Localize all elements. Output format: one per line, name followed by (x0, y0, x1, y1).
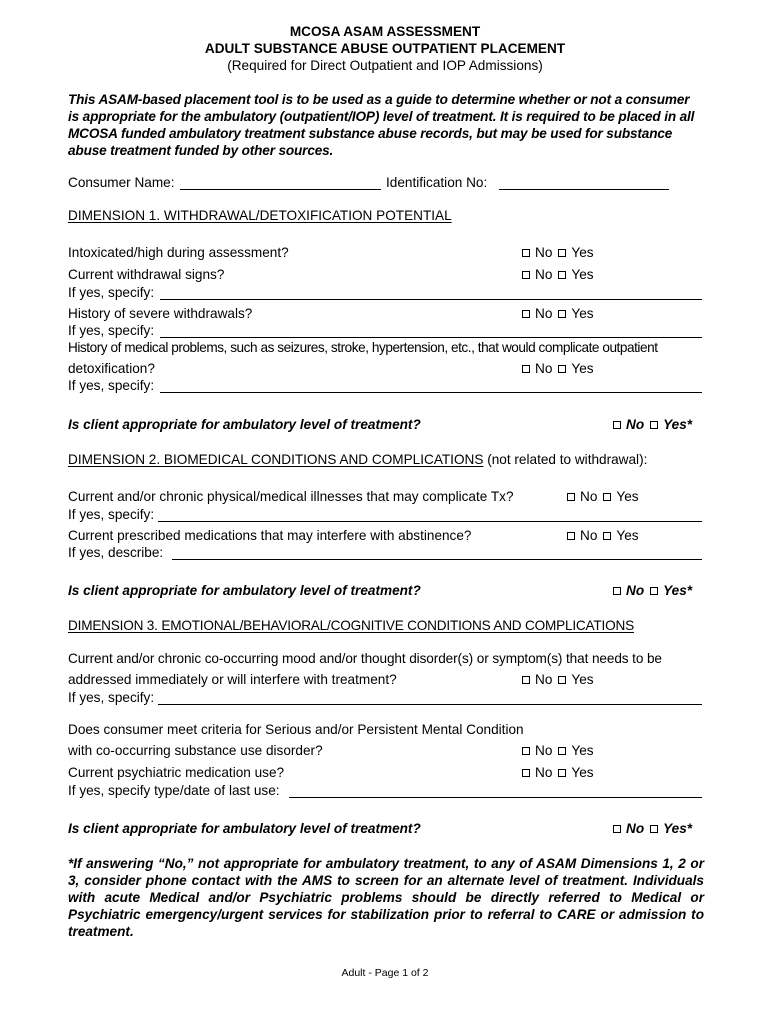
d1-q2-no-checkbox[interactable] (522, 271, 530, 279)
form-title-2: ADULT SUBSTANCE ABUSE OUTPATIENT PLACEMENT (204, 41, 566, 56)
d3-q2-label-2: with co-occurring substance use disorder? (68, 743, 323, 758)
d3-appropriate-options (613, 821, 692, 837)
intro-paragraph: This ASAM-based placement tool is to be used as a guide to determine whether or not a consumer is appropriate for the ambulatory (outpatient/IOP) level of treatment. It is required to be placed in all MCOSA funded ambulatory treatment substance abuse records, but may be used for substance abuse treatment funded by other sources. (68, 92, 695, 158)
d3-q2-no-checkbox[interactable] (522, 747, 530, 755)
no-label: No (535, 765, 553, 780)
d1-q3-no-checkbox[interactable] (522, 310, 530, 318)
yes-label: Yes (571, 245, 594, 260)
yes-label: Yes (616, 489, 639, 504)
dimension-2-heading-row (68, 452, 647, 468)
no-label: No (626, 417, 645, 432)
d1-appropriate-options (613, 417, 692, 433)
no-label: No (535, 672, 553, 687)
d1-q2-label: Current withdrawal signs? (68, 267, 225, 282)
no-label: No (535, 245, 553, 260)
d1-q1-options (522, 245, 594, 261)
d2-appropriate-yes-checkbox[interactable] (650, 587, 658, 595)
no-label: No (580, 528, 598, 543)
d3-q2-options (522, 743, 594, 759)
yes-label: Yes (571, 765, 594, 780)
yes-label: Yes (571, 361, 594, 376)
d1-q2-options (522, 267, 594, 283)
yes-label: Yes (571, 672, 594, 687)
no-label: No (626, 583, 645, 598)
yes-star-label: Yes* (663, 583, 693, 598)
d2-q2-options (567, 528, 639, 544)
d2-q2-describe-field[interactable] (172, 559, 702, 560)
d1-q4-yes-checkbox[interactable] (558, 365, 566, 373)
d1-q4-specify-label: If yes, specify: (68, 378, 155, 393)
dimension-3-heading: DIMENSION 3. EMOTIONAL/BEHAVIORAL/COGNITIVE CONDITIONS AND COMPLICATIONS (68, 618, 634, 633)
yes-label: Yes (571, 743, 594, 758)
d1-appropriate-no-checkbox[interactable] (613, 421, 621, 429)
d3-q1-specify-label: If yes, specify: (68, 690, 155, 705)
d3-q1-label-2: addressed immediately or will interfere with treatment? (68, 672, 397, 687)
d3-q1-options (522, 672, 594, 688)
d3-q1-no-checkbox[interactable] (522, 676, 530, 684)
footnote-paragraph: *If answering “No,” not appropriate for ambulatory treatment, to any of ASAM Dimensions 1, 2 or 3, consider phone contact with the AMS to screen for an alternate level of treatment. Individuals with acute Medical and/or Psychiatric problems should be directly referred to Medical or Psychiatric emergency/urgent services for stabilization prior to referral to CARE or admission to treatment. (68, 856, 704, 939)
d1-q1-label: Intoxicated/high during assessment? (68, 245, 289, 260)
d1-q4-specify-field[interactable] (160, 392, 702, 393)
page-number: Adult - Page 1 of 2 (341, 967, 429, 979)
d1-q4-options (522, 361, 594, 377)
d2-q1-options (567, 489, 639, 505)
d3-appropriate-no-checkbox[interactable] (613, 825, 621, 833)
no-label: No (535, 306, 553, 321)
d1-appropriate-yes-checkbox[interactable] (650, 421, 658, 429)
no-label: No (535, 267, 553, 282)
d2-appropriate-options (613, 583, 692, 599)
identification-label: Identification No: (386, 175, 488, 190)
d1-q3-options (522, 306, 594, 322)
d3-q2-yes-checkbox[interactable] (558, 747, 566, 755)
yes-label: Yes (571, 306, 594, 321)
d1-q4-label: History of medical problems, such as seizures, stroke, hypertension, etc., that would complicate outpatient (68, 340, 658, 355)
no-label: No (580, 489, 598, 504)
d1-q4-no-checkbox[interactable] (522, 365, 530, 373)
d2-q2-no-checkbox[interactable] (567, 532, 575, 540)
d3-appropriate-label: Is client appropriate for ambulatory level of treatment? (68, 821, 421, 836)
dimension-2-heading-note: (not related to withdrawal): (483, 452, 648, 467)
d3-q3-options (522, 765, 594, 781)
dimension-1-heading: DIMENSION 1. WITHDRAWAL/DETOXIFICATION POTENTIAL (68, 208, 452, 223)
d3-q1-yes-checkbox[interactable] (558, 676, 566, 684)
yes-label: Yes (616, 528, 639, 543)
no-label: No (535, 361, 553, 376)
dimension-2-heading: DIMENSION 2. BIOMEDICAL CONDITIONS AND COMPLICATIONS (68, 452, 484, 467)
d1-q3-label: History of severe withdrawals? (68, 306, 253, 321)
d3-q1-label: Current and/or chronic co-occurring mood and/or thought disorder(s) or symptom(s) that needs to be (68, 651, 662, 666)
d1-q3-specify-label: If yes, specify: (68, 323, 155, 338)
d3-q3-label: Current psychiatric medication use? (68, 765, 285, 780)
no-label: No (535, 743, 553, 758)
form-subtitle: (Required for Direct Outpatient and IOP Admissions) (227, 58, 543, 73)
d2-q1-label: Current and/or chronic physical/medical illnesses that may complicate Tx? (68, 489, 514, 504)
d3-q3-specify-field[interactable] (289, 797, 702, 798)
d1-q2-specify-field[interactable] (160, 299, 702, 300)
d1-q2-yes-checkbox[interactable] (558, 271, 566, 279)
d2-q1-yes-checkbox[interactable] (603, 493, 611, 501)
d3-q3-yes-checkbox[interactable] (558, 769, 566, 777)
d2-appropriate-label: Is client appropriate for ambulatory level of treatment? (68, 583, 421, 598)
consumer-name-label: Consumer Name: (68, 175, 175, 190)
d1-q4-label-2: detoxification? (68, 361, 155, 376)
d3-appropriate-yes-checkbox[interactable] (650, 825, 658, 833)
yes-label: Yes (571, 267, 594, 282)
d1-q1-no-checkbox[interactable] (522, 249, 530, 257)
d2-q1-specify-label: If yes, specify: (68, 507, 155, 522)
d1-q2-specify-label: If yes, specify: (68, 285, 155, 300)
d3-q2-label: Does consumer meet criteria for Serious and/or Persistent Mental Condition (68, 722, 524, 737)
d2-appropriate-no-checkbox[interactable] (613, 587, 621, 595)
d2-q2-describe-label: If yes, describe: (68, 545, 164, 560)
d1-q3-yes-checkbox[interactable] (558, 310, 566, 318)
no-label: No (626, 821, 645, 836)
form-title: MCOSA ASAM ASSESSMENT (289, 24, 481, 39)
d3-q3-specify-label: If yes, specify type/date of last use: (68, 783, 280, 798)
d1-q1-yes-checkbox[interactable] (558, 249, 566, 257)
d2-q1-no-checkbox[interactable] (567, 493, 575, 501)
d2-q2-yes-checkbox[interactable] (603, 532, 611, 540)
d1-appropriate-label: Is client appropriate for ambulatory level of treatment? (68, 417, 421, 432)
d3-q3-no-checkbox[interactable] (522, 769, 530, 777)
d2-q1-specify-field[interactable] (158, 521, 702, 522)
yes-star-label: Yes* (663, 417, 693, 432)
consumer-name-field[interactable] (180, 189, 381, 190)
d1-q3-specify-field[interactable] (160, 337, 702, 338)
yes-star-label: Yes* (663, 821, 693, 836)
d3-q1-specify-field[interactable] (158, 704, 702, 705)
identification-field[interactable] (499, 189, 669, 190)
d2-q2-label: Current prescribed medications that may interfere with abstinence? (68, 528, 472, 543)
